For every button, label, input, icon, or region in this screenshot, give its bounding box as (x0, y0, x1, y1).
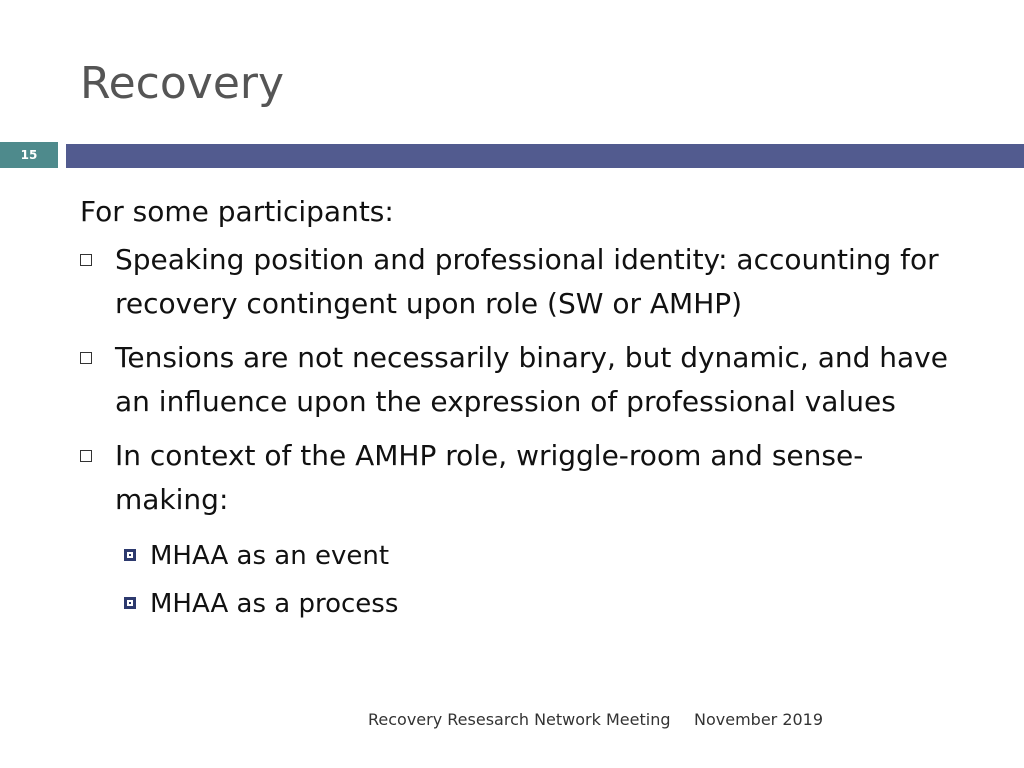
filled-square-bullet-icon (124, 597, 136, 609)
hollow-square-bullet-icon (80, 352, 92, 364)
sub-bullet-item (80, 532, 950, 580)
slide-number: 15 (20, 148, 38, 162)
hollow-square-bullet-icon (80, 450, 92, 462)
slide-title: Recovery (80, 58, 285, 109)
sub-bullet-item (80, 580, 950, 628)
title-divider-bar (66, 144, 1024, 168)
sub-bullet-text: MHAA as an event (150, 541, 390, 571)
hollow-square-bullet-icon (80, 254, 92, 266)
bullet-text: Speaking position and professional identity: accounting for recovery contingent upon role (SW or AMHP) (115, 243, 939, 320)
footer-date: November 2019 (694, 710, 824, 729)
bullet-item (80, 238, 950, 326)
sub-bullet-text: MHAA as a process (150, 589, 399, 619)
bullet-text: Tensions are not necessarily binary, but dynamic, and have an influence upon the expression of professional values (115, 341, 948, 418)
bullet-text: In context of the AMHP role, wriggle-room and sense-making: (115, 439, 864, 516)
intro-text: For some participants: (80, 195, 394, 228)
bullet-item (80, 434, 950, 522)
filled-square-bullet-icon (124, 549, 136, 561)
footer-meeting-name: Recovery Resesarch Network Meeting (368, 710, 671, 729)
slide-number-badge (0, 142, 58, 168)
slide-body (80, 190, 950, 628)
bullet-item (80, 336, 950, 424)
